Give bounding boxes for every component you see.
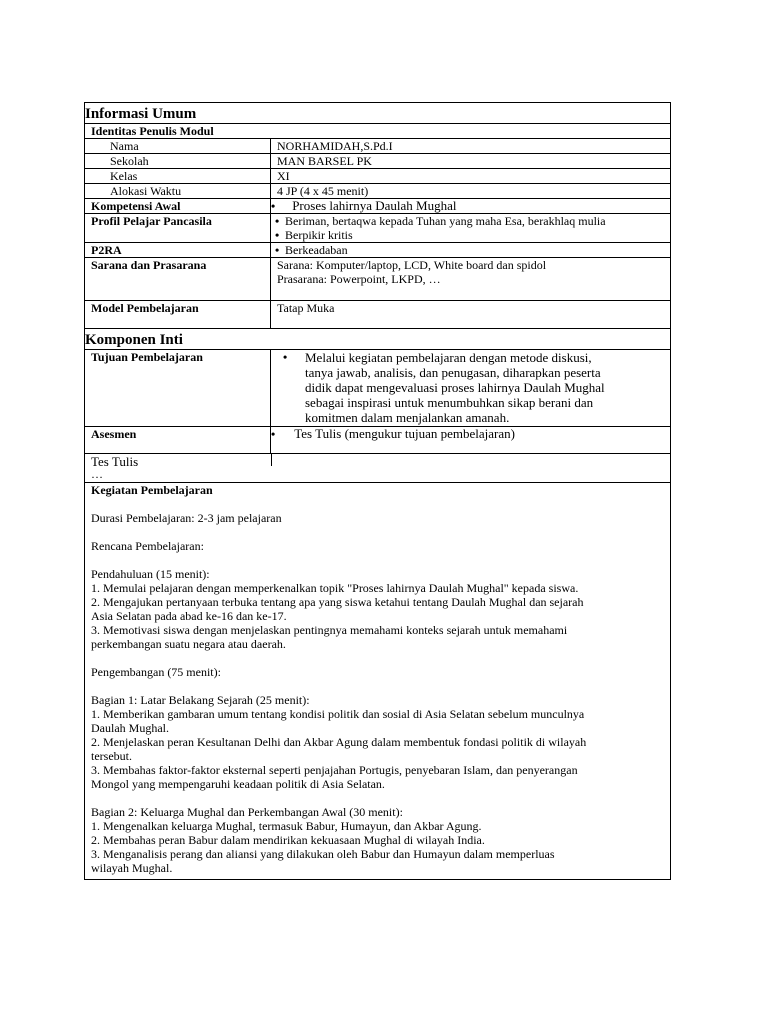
tujuan-line: Melalui kegiatan pembelajaran dengan metode diskusi, bbox=[305, 350, 592, 365]
alokasi-row bbox=[85, 184, 670, 199]
p2ra-cell bbox=[271, 243, 670, 257]
bagian2-line: 2. Membahas peran Babur dalam mendirikan kekuasaan Mughal di wilayah India. bbox=[91, 833, 485, 847]
identitas-row bbox=[85, 124, 670, 139]
kelas-row bbox=[85, 169, 670, 184]
p2ra-row bbox=[85, 243, 670, 258]
rencana-text: Rencana Pembelajaran: bbox=[91, 539, 204, 553]
list-item: • Beriman, bertaqwa kepada Tuhan yang maha Esa, berakhlaq mulia bbox=[275, 214, 670, 228]
bullet-icon: • bbox=[271, 427, 276, 441]
kegiatan-row bbox=[85, 483, 670, 879]
sarana-cell bbox=[271, 258, 670, 300]
komponen-inti-heading bbox=[85, 329, 670, 350]
tujuan-line: sebagai inspirasi untuk menumbuhkan sikap berani dan bbox=[305, 395, 594, 410]
nama-value: NORHAMIDAH,S.Pd.I bbox=[277, 139, 393, 153]
pendahuluan-title: Pendahuluan (15 menit): bbox=[91, 567, 210, 581]
kompetensi-row bbox=[85, 199, 670, 214]
bagian2-line: 1. Mengenalkan keluarga Mughal, termasuk Babur, Humayun, dan Akbar Agung. bbox=[91, 819, 482, 833]
pendahuluan-line: Asia Selatan pada abad ke-16 dan ke-17. bbox=[91, 609, 287, 623]
cell-divider bbox=[271, 454, 272, 466]
identitas-label: Identitas Penulis Modul bbox=[91, 124, 214, 138]
nama-row bbox=[85, 139, 670, 154]
kompetensi-value: Proses lahirnya Daulah Mughal bbox=[292, 198, 457, 213]
module-document bbox=[84, 102, 671, 880]
sarana-label: Sarana dan Prasarana bbox=[85, 258, 271, 300]
kegiatan-cell bbox=[85, 483, 670, 879]
asesmen-label: Asesmen bbox=[85, 427, 271, 453]
pendahuluan-line: perkembangan suatu negara atau daerah. bbox=[91, 637, 286, 651]
bagian1-line: tersebut. bbox=[91, 749, 132, 763]
sekolah-label: Sekolah bbox=[85, 154, 271, 168]
bagian1-line: 3. Membahas faktor-faktor eksternal seperti penjajahan Portugis, penyebaran Islam, dan penyerangan bbox=[91, 763, 578, 777]
tes-cell bbox=[85, 454, 670, 482]
model-label: Model Pembelajaran bbox=[85, 301, 271, 328]
profil-row bbox=[85, 214, 670, 243]
kelas-value: XI bbox=[277, 169, 290, 183]
tujuan-line: tanya jawab, analisis, dan penugasan, diharapkan peserta bbox=[305, 365, 601, 380]
asesmen-cell bbox=[271, 427, 670, 453]
asesmen-row bbox=[85, 427, 670, 454]
tujuan-label: Tujuan Pembelajaran bbox=[85, 350, 271, 426]
bagian1-line: 2. Menjelaskan peran Kesultanan Delhi dan Akbar Agung dalam membentuk fondasi politik di wilayah bbox=[91, 735, 587, 749]
kelas-label: Kelas bbox=[85, 169, 271, 183]
kegiatan-title: Kegiatan Pembelajaran bbox=[91, 483, 213, 497]
bagian1-line: Mongol yang mempengaruhi keadaan politik di Asia Selatan. bbox=[91, 777, 385, 791]
p2ra-label: P2RA bbox=[85, 243, 271, 257]
alokasi-label: Alokasi Waktu bbox=[85, 184, 271, 198]
tes-row bbox=[85, 454, 670, 483]
bullet-icon: • bbox=[271, 199, 276, 213]
bagian1-line: Daulah Mughal. bbox=[91, 721, 169, 735]
profil-label: Profil Pelajar Pancasila bbox=[85, 214, 271, 242]
asesmen-value: Tes Tulis (mengukur tujuan pembelajaran) bbox=[294, 426, 515, 441]
komponen-inti-title: Komponen Inti bbox=[85, 332, 183, 348]
tes-line: Tes Tulis bbox=[91, 454, 139, 469]
sarana-line: Sarana: Komputer/laptop, LCD, White board dan spidol bbox=[277, 258, 547, 272]
tujuan-line: didik dapat mengevaluasi proses lahirnya Daulah Mughal bbox=[305, 380, 605, 395]
bagian2-line: 3. Menganalisis perang dan aliansi yang dilakukan oleh Babur dan Humayun dalam memperluas bbox=[91, 847, 555, 861]
informasi-umum-title: Informasi Umum bbox=[85, 106, 197, 122]
informasi-umum-heading bbox=[85, 103, 670, 124]
bagian1-title: Bagian 1: Latar Belakang Sejarah (25 menit): bbox=[91, 693, 310, 707]
model-value: Tatap Muka bbox=[277, 301, 335, 315]
sekolah-value: MAN BARSEL PK bbox=[277, 154, 372, 168]
bagian1-line: 1. Memberikan gambaran umum tentang kondisi politik dan sosial di Asia Selatan sebelum munculnya bbox=[91, 707, 585, 721]
sarana-row bbox=[85, 258, 670, 301]
bagian2-line: wilayah Mughal. bbox=[91, 861, 173, 875]
prasarana-line: Prasarana: Powerpoint, LKPD, … bbox=[277, 272, 441, 286]
list-item: • Berkeadaban bbox=[275, 243, 670, 257]
profil-cell bbox=[271, 214, 670, 242]
bagian2-title: Bagian 2: Keluarga Mughal dan Perkembangan Awal (30 menit): bbox=[91, 805, 403, 819]
tujuan-row bbox=[85, 350, 670, 427]
kompetensi-value-cell bbox=[271, 199, 670, 213]
durasi-text: Durasi Pembelajaran: 2-3 jam pelajaran bbox=[91, 511, 282, 525]
tujuan-cell bbox=[271, 350, 670, 426]
pengembangan-title: Pengembangan (75 menit): bbox=[91, 665, 221, 679]
bullet-icon: • bbox=[283, 350, 288, 364]
pendahuluan-line: 2. Mengajukan pertanyaan terbuka tentang apa yang siswa ketahui tentang Daulah Mughal dan sejarah bbox=[91, 595, 584, 609]
alokasi-value: 4 JP (4 x 45 menit) bbox=[277, 184, 369, 198]
sekolah-row bbox=[85, 154, 670, 169]
tes-ellipsis: … bbox=[91, 467, 103, 481]
model-row bbox=[85, 301, 670, 329]
kompetensi-label: Kompetensi Awal bbox=[85, 199, 271, 213]
pendahuluan-line: 1. Memulai pelajaran dengan memperkenalkan topik "Proses lahirnya Daulah Mughal" kepada siswa. bbox=[91, 581, 579, 595]
tujuan-line: komitmen dalam menjalankan amanah. bbox=[305, 410, 510, 425]
nama-label: Nama bbox=[85, 139, 271, 153]
pendahuluan-line: 3. Memotivasi siswa dengan menjelaskan pentingnya memahami konteks sejarah untuk memahami bbox=[91, 623, 568, 637]
list-item: • Berpikir kritis bbox=[275, 228, 670, 242]
